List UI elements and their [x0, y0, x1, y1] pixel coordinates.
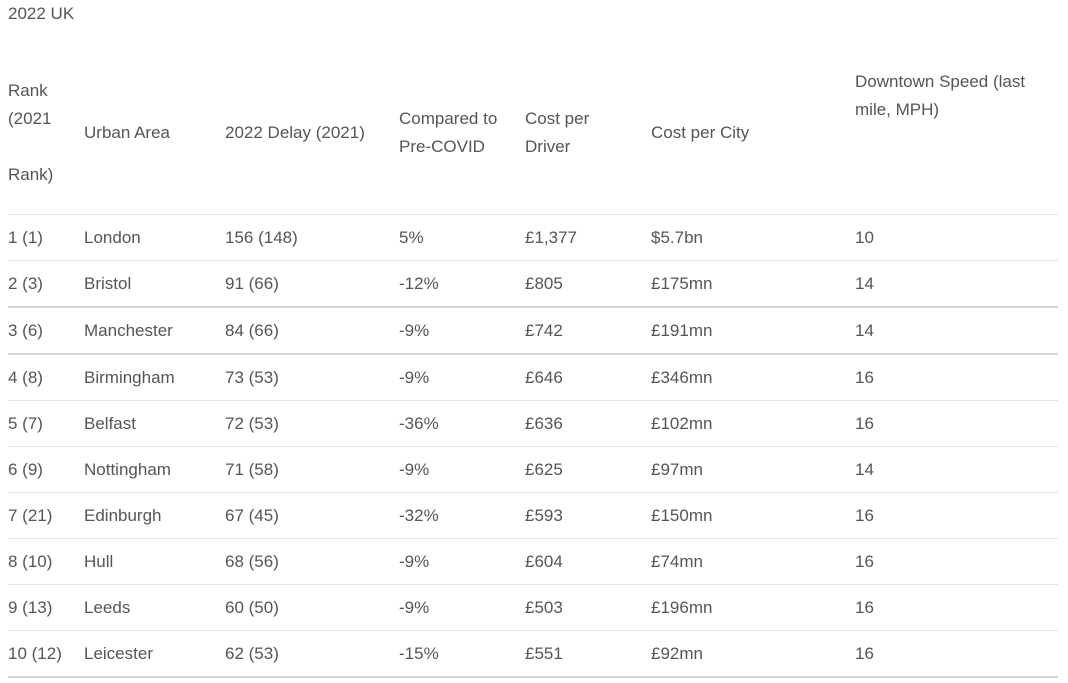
- cell-delay: 84 (66): [225, 307, 399, 354]
- cell-cost-per-city: £150mn: [651, 493, 855, 539]
- cell-cost-per-city: £74mn: [651, 539, 855, 585]
- cell-compared: -12%: [399, 261, 525, 308]
- cell-delay: 68 (56): [225, 539, 399, 585]
- header-cost-driver-line2: Driver: [525, 137, 571, 156]
- cell-rank: 5 (7): [8, 401, 84, 447]
- table-row: [8, 447, 1058, 493]
- cell-urban-area: Birmingham: [84, 354, 225, 401]
- cell-cost-per-city: $5.7bn: [651, 215, 855, 261]
- header-urban-area: Urban Area: [84, 52, 225, 215]
- cell-downtown-speed: 16: [855, 401, 1058, 447]
- cell-cost-per-driver: £742: [525, 307, 651, 354]
- cell-compared: -9%: [399, 447, 525, 493]
- cell-cost-per-city: £196mn: [651, 585, 855, 631]
- cell-downtown-speed: 16: [855, 585, 1058, 631]
- cell-urban-area: Hull: [84, 539, 225, 585]
- table-row: [8, 401, 1058, 447]
- cell-delay: 72 (53): [225, 401, 399, 447]
- cell-rank: 1 (1): [8, 215, 84, 261]
- cell-cost-per-city: £175mn: [651, 261, 855, 308]
- cell-downtown-speed: 16: [855, 493, 1058, 539]
- table-caption: 2022 UK: [8, 4, 75, 23]
- cell-rank: 6 (9): [8, 447, 84, 493]
- header-cost-driver-line1: Cost per: [525, 109, 590, 128]
- cell-cost-per-driver: £625: [525, 447, 651, 493]
- cell-delay: 67 (45): [225, 493, 399, 539]
- cell-downtown-speed: 14: [855, 261, 1058, 308]
- cell-downtown-speed: 14: [855, 307, 1058, 354]
- cell-cost-per-driver: £636: [525, 401, 651, 447]
- cell-urban-area: Bristol: [84, 261, 225, 308]
- cell-compared: -9%: [399, 585, 525, 631]
- cell-cost-per-driver: £1,377: [525, 215, 651, 261]
- cell-delay: 91 (66): [225, 261, 399, 308]
- cell-cost-per-city: £102mn: [651, 401, 855, 447]
- cell-rank: 10 (12): [8, 631, 84, 678]
- cell-cost-per-driver: £646: [525, 354, 651, 401]
- cell-cost-per-driver: £805: [525, 261, 651, 308]
- table-row: [8, 261, 1058, 308]
- cell-compared: -9%: [399, 539, 525, 585]
- cell-urban-area: Edinburgh: [84, 493, 225, 539]
- cell-compared: -32%: [399, 493, 525, 539]
- cell-downtown-speed: 16: [855, 539, 1058, 585]
- header-downtown-speed: [855, 52, 1058, 215]
- header-rank-line1: Rank: [8, 81, 48, 100]
- header-row: [8, 52, 1058, 215]
- table-row: [8, 585, 1058, 631]
- header-compared-line2: Pre-COVID: [399, 137, 485, 156]
- cell-cost-per-driver: £604: [525, 539, 651, 585]
- cell-downtown-speed: 16: [855, 354, 1058, 401]
- cell-delay: 62 (53): [225, 631, 399, 678]
- header-rank-line2: (2021: [8, 109, 52, 128]
- cell-rank: 4 (8): [8, 354, 84, 401]
- cell-compared: -36%: [399, 401, 525, 447]
- header-delay: 2022 Delay (2021): [225, 52, 399, 215]
- cell-cost-per-city: £97mn: [651, 447, 855, 493]
- table-row: [8, 215, 1058, 261]
- table-row: [8, 354, 1058, 401]
- cell-delay: 60 (50): [225, 585, 399, 631]
- header-speed-line2: mile, MPH): [855, 100, 940, 119]
- cell-urban-area: Leeds: [84, 585, 225, 631]
- header-cost-per-driver: [525, 52, 651, 215]
- cell-cost-per-city: £191mn: [651, 307, 855, 354]
- table-row: [8, 631, 1058, 678]
- cell-compared: -9%: [399, 354, 525, 401]
- header-cost-per-city: Cost per City: [651, 52, 855, 215]
- cell-cost-per-driver: £593: [525, 493, 651, 539]
- cell-delay: 73 (53): [225, 354, 399, 401]
- cell-cost-per-city: £92mn: [651, 631, 855, 678]
- cell-rank: 3 (6): [8, 307, 84, 354]
- cell-rank: 9 (13): [8, 585, 84, 631]
- cell-compared: -15%: [399, 631, 525, 678]
- cell-delay: 156 (148): [225, 215, 399, 261]
- cell-cost-per-driver: £551: [525, 631, 651, 678]
- header-speed-line1: Downtown Speed (last: [855, 72, 1026, 91]
- table-row: [8, 539, 1058, 585]
- cell-urban-area: Leicester: [84, 631, 225, 678]
- cell-urban-area: Nottingham: [84, 447, 225, 493]
- congestion-ranking-table: [8, 52, 1058, 678]
- cell-compared: -9%: [399, 307, 525, 354]
- cell-urban-area: Manchester: [84, 307, 225, 354]
- cell-cost-per-city: £346mn: [651, 354, 855, 401]
- cell-downtown-speed: 14: [855, 447, 1058, 493]
- cell-downtown-speed: 16: [855, 631, 1058, 678]
- header-compared-pre-covid: [399, 52, 525, 215]
- header-compared-line1: Compared to: [399, 109, 498, 128]
- cell-urban-area: Belfast: [84, 401, 225, 447]
- cell-rank: 7 (21): [8, 493, 84, 539]
- header-rank-line3: Rank): [8, 165, 54, 184]
- cell-compared: 5%: [399, 215, 525, 261]
- cell-rank: 8 (10): [8, 539, 84, 585]
- cell-rank: 2 (3): [8, 261, 84, 308]
- cell-cost-per-driver: £503: [525, 585, 651, 631]
- cell-urban-area: London: [84, 215, 225, 261]
- table-row: [8, 307, 1058, 354]
- header-rank: [8, 52, 84, 215]
- table-row: [8, 493, 1058, 539]
- cell-downtown-speed: 10: [855, 215, 1058, 261]
- cell-delay: 71 (58): [225, 447, 399, 493]
